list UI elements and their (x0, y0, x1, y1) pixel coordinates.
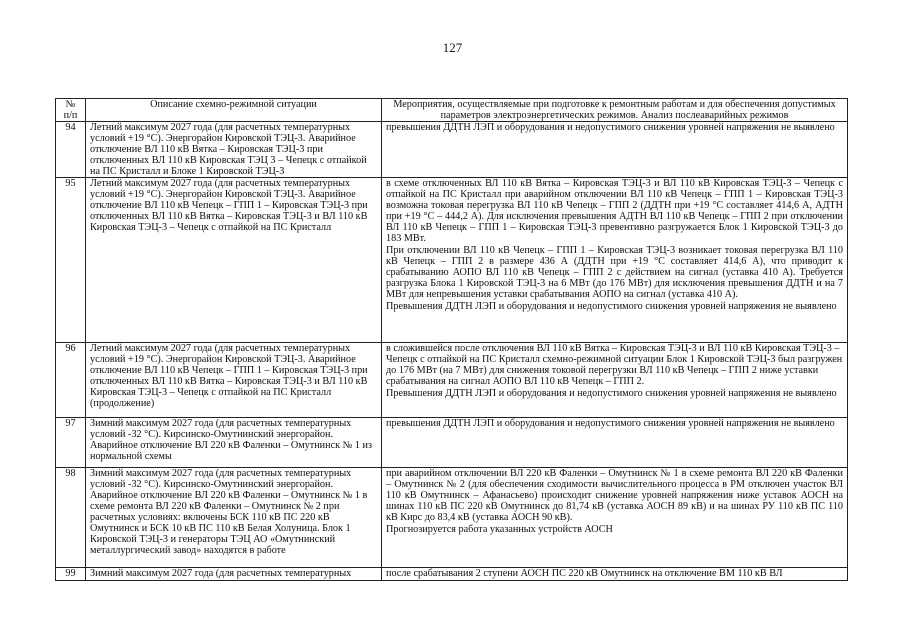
header-measures: Мероприятия, осуществляемые при подготовке к ремонтным работам и для обеспечения допустимых параметров электроэнергетических режимов. Анализ послеаварийных режимов (382, 99, 848, 122)
row-number: 95 (56, 178, 86, 343)
row-measures (382, 568, 848, 581)
table-row (56, 343, 848, 418)
row-number: 94 (56, 122, 86, 178)
table-row (56, 418, 848, 468)
page-number: 127 (442, 40, 463, 55)
measure-paragraph: после срабатывания 2 ступени АОСН ПС 220 кВ Омутнинск на отключение ВМ 110 кВ ВЛ (386, 568, 783, 579)
row-measures (382, 343, 848, 418)
header-num: № п/п (56, 99, 86, 122)
row-description: Зимний максимум 2027 года (для расчетных температурных условий -32 °С). Кирсинско-Омутнинский энергорайон. Аварийное отключение ВЛ 220 кВ Фаленки – Омутнинск № 1 в схеме ремонта ВЛ 220 кВ Фаленки – Омутнинск № 2 при расчетных условиях: включены БСК 110 кВ ПС 220 кВ Омутнинск и БСК 10 кВ ПС 110 кВ Белая Холуница. Блок 1 Кировской ТЭЦ-3 и генераторы ТЭЦ АО «Омутнинский металлургический завод» находятся в работе (86, 468, 382, 568)
measure-paragraph: превышения ДДТН ЛЭП и оборудования и недопустимого снижения уровней напряжения не выявлено (386, 122, 835, 133)
measure-paragraph: Прогнозируется работа указанных устройств АОСН (386, 524, 613, 535)
row-measures (382, 122, 848, 178)
measure-paragraph: Превышения ДДТН ЛЭП и оборудования и недопустимого снижения уровней напряжения не выявлено (386, 301, 837, 312)
table-header-row (56, 99, 848, 122)
header-description: Описание схемно-режимной ситуации (86, 99, 382, 122)
table-row (56, 568, 848, 581)
row-measures (382, 468, 848, 568)
measure-paragraph: превышения ДДТН ЛЭП и оборудования и недопустимого снижения уровней напряжения не выявлено (386, 418, 835, 429)
table-row (56, 468, 848, 568)
row-number: 99 (56, 568, 86, 581)
row-number: 97 (56, 418, 86, 468)
row-measures (382, 418, 848, 468)
row-description: Летний максимум 2027 года (для расчетных температурных условий +19 °С). Энергорайон Кировской ТЭЦ-3. Аварийное отключение ВЛ 110 кВ Чепецк – ГПП 1 – Кировская ТЭЦ-3 при отключенных ВЛ 110 кВ Вятка – Кировская ТЭЦ-3 и ВЛ 110 кВ Кировская ТЭЦ-3 – Чепецк с отпайкой на ПС Кристалл (продолжение) (86, 343, 382, 418)
row-number: 98 (56, 468, 86, 568)
table-row (56, 122, 848, 178)
table-row (56, 178, 848, 343)
row-description: Летний максимум 2027 года (для расчетных температурных условий +19 °С). Энергорайон Кировской ТЭЦ-3. Аварийное отключение ВЛ 110 кВ Чепецк – ГПП 1 – Кировская ТЭЦ-3 при отключенных ВЛ 110 кВ Вятка – Кировская ТЭЦ-3 и ВЛ 110 кВ Кировская ТЭЦ-3 – Чепецк с отпайкой на ПС Кристалл (86, 178, 382, 343)
measure-paragraph: При отключении ВЛ 110 кВ Чепецк – ГПП 1 – Кировская ТЭЦ-3 возникает токовая перегрузка ВЛ 110 кВ Чепецк – ГПП 2 в размере 436 А (ДДТН при +19 °С составляет 414,6 А), что приводит к срабатыванию АОПО ВЛ 110 кВ Чепецк – ГПП 2 с действием на сигнал (уставка 410 А). Требуется разгрузка Блока 1 Кировской ТЭЦ-3 на 6 МВт (до 176 МВт) для исключения превышения ДДТН и на 7 МВт для непревышения уставки срабатывания АОПО на сигнал (уставка 410 А). (386, 245, 843, 300)
measure-paragraph: в сложившейся после отключения ВЛ 110 кВ Вятка – Кировская ТЭЦ-3 и ВЛ 110 кВ Кировская ТЭЦ-3 – Чепецк с отпайкой на ПС Кристалл схемно-режимной ситуации Блок 1 Кировской ТЭЦ-3 был разгружен до 176 МВт (на 7 МВт) для снижения токовой перегрузки ВЛ 110 кВ Чепецк – ГПП 2 ниже уставки срабатывания на сигнал АОПО ВЛ 110 кВ Чепецк – ГПП 2. (386, 343, 843, 387)
row-description: Летний максимум 2027 года (для расчетных температурных условий +19 °С). Энергорайон Кировской ТЭЦ-3. Аварийное отключение ВЛ 110 кВ Вятка – Кировская ТЭЦ-3 при отключенных ВЛ 110 кВ Кировская ТЭЦ 3 – Чепецк с отпайкой на ПС Кристалл и Блоке 1 Кировской ТЭЦ-3 (86, 122, 382, 178)
measure-paragraph: Превышения ДДТН ЛЭП и оборудования и недопустимого снижения уровней напряжения не выявлено (386, 388, 837, 399)
row-number: 96 (56, 343, 86, 418)
measure-paragraph: при аварийном отключении ВЛ 220 кВ Фаленки – Омутнинск № 1 в схеме ремонта ВЛ 220 кВ Фаленки – Омутнинск № 2 (для обеспечения сходимости вычислительного процесса в РМ отключен участок ВЛ 110 кВ Омутнинск – Афанасьево) происходит снижение уровней напряжения ниже уставок АОСН на шинах 110 кВ ПС 220 кВ Омутнинск до 81,74 кВ (уставка АОСН 89 кВ) и на шинах РУ 110 кВ ПС 110 кВ Кирс до 83,4 кВ (уставка АОСН 90 кВ). (386, 468, 843, 523)
row-description: Зимний максимум 2027 года (для расчетных температурных (86, 568, 382, 581)
row-description: Зимний максимум 2027 года (для расчетных температурных условий -32 °С). Кирсинско-Омутнинский энергорайон. Аварийное отключение ВЛ 220 кВ Фаленки – Омутнинск № 1 из нормальной схемы (86, 418, 382, 468)
regime-table (55, 98, 848, 581)
measure-paragraph: в схеме отключенных ВЛ 110 кВ Вятка – Кировская ТЭЦ-3 и ВЛ 110 кВ Кировская ТЭЦ-3 – Чепецк с отпайкой на ПС Кристалл при аварийном отключении ВЛ 110 кВ Чепецк – ГПП 1 – Кировская ТЭЦ-3 возможна токовая перегрузка ВЛ 110 кВ Чепецк – ГПП 2 (ДДТН при +19 °С составляет 414,6 А, АДТН при +19 °С – 444,2 А). Для исключения превышения АДТН ВЛ 110 кВ Чепецк – ГПП 2 при отключении ВЛ 110 кВ Чепецк – ГПП 1 – Кировская ТЭЦ-3 превентивно разгружается Блок 1 Кировской ТЭЦ-3 до 183 МВт. (386, 178, 843, 244)
row-measures (382, 178, 848, 343)
